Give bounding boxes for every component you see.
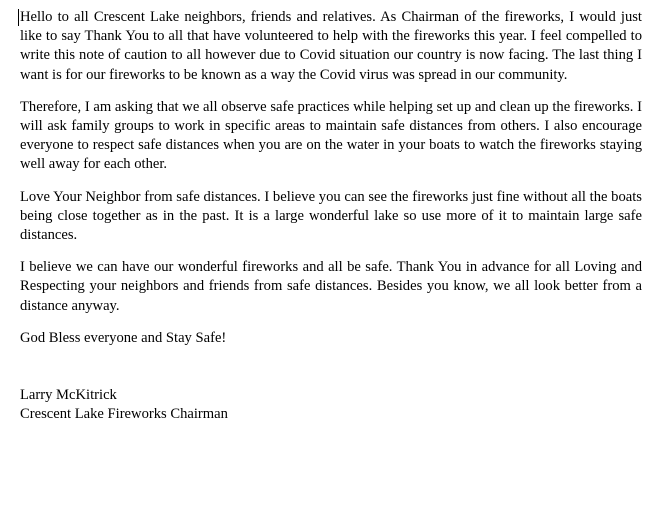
- signature-name: Larry McKitrick: [20, 387, 117, 404]
- paragraph-thank-you: I believe we can have our wonderful fireworks and all be safe. Thank You in advance for all Loving and Respecting your neighbors and friends from safe distances. Besides you know, we all look better from a distance anyway.: [20, 259, 642, 314]
- signature-spacing: [20, 348, 642, 386]
- paragraph-love-your-neighbor: Love Your Neighbor from safe distances. I believe you can see the fireworks just fine without all the boats being close together as in the past. It is a large wonderful lake so use more of it to maintain large safe distances.: [20, 188, 642, 244]
- paragraph-greeting: [20, 8, 642, 85]
- paragraph-safe-practices: Therefore, I am asking that we all observe safe practices while helping set up and clean up the fireworks. I will ask family groups to work in specific areas to maintain safe distances from others. I also encourage everyone to respect safe distances when you are on the water in your boats to watch the fireworks staying well away for each other.: [20, 98, 642, 173]
- text-cursor: [18, 9, 19, 26]
- signature-title: Crescent Lake Fireworks Chairman: [20, 406, 228, 423]
- paragraph-greeting-text: Hello to all Crescent Lake neighbors, friends and relatives. As Chairman of the fireworks, I would just like to say Thank You to all that have volunteered to help with the fireworks this year. I feel compelled to write this note of caution to all however due to Covid situation our country is now facing. The last thing I want is for our fireworks to be known as a way the Covid virus was spread in our community.: [20, 9, 642, 83]
- closing-line: God Bless everyone and Stay Safe!: [20, 329, 227, 346]
- letter-document[interactable]: [20, 8, 642, 424]
